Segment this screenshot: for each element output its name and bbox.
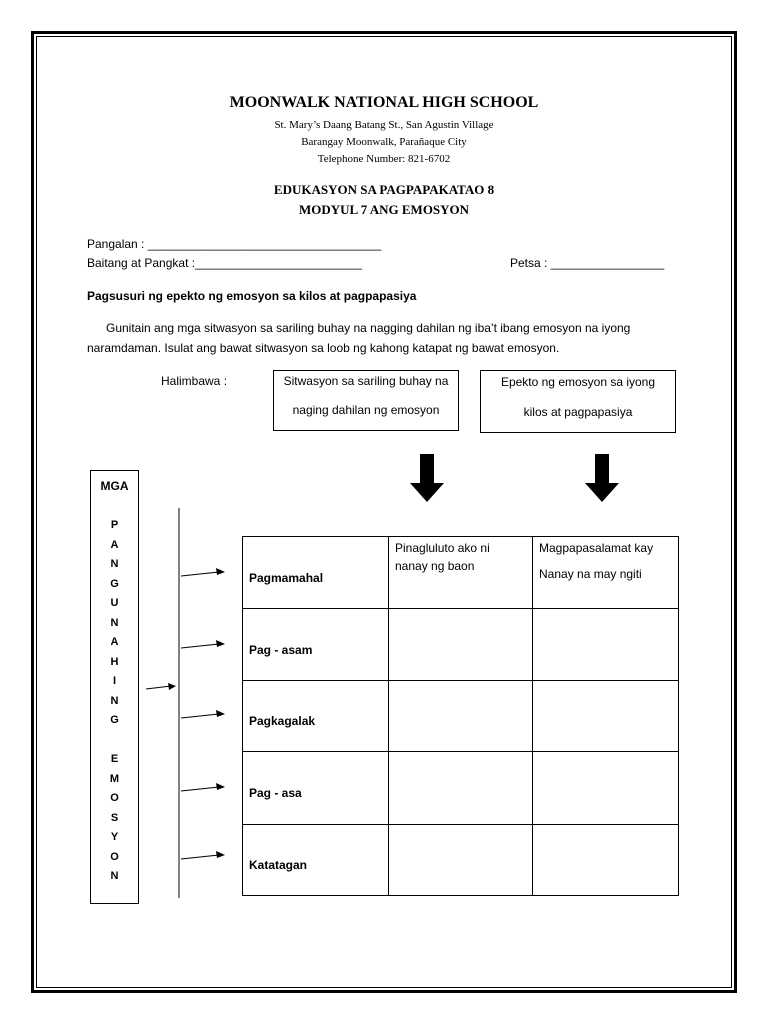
row-arrow-heads <box>216 568 225 858</box>
school-name: MOONWALK NATIONAL HIGH SCHOOL <box>229 94 539 111</box>
grade-section-field: Baitang at Pangkat :_________________________ <box>87 256 362 270</box>
example-effect-line-1: Epekto ng emosyon sa iyong <box>500 375 656 389</box>
emotion-cell: Pag - asam <box>243 609 389 681</box>
situation-cell[interactable] <box>389 537 533 609</box>
effect-line-2: Nanay na may ngiti <box>539 567 642 581</box>
vertical-letter: N <box>110 616 119 629</box>
vertical-letter: U <box>110 597 119 609</box>
emotion-cell: Pagmamahal <box>243 537 389 609</box>
effect-cell[interactable] <box>533 681 679 752</box>
vertical-letter: G <box>110 577 119 590</box>
emotion-cell: Pag - asa <box>243 752 389 825</box>
example-situation-line-1: Sitwasyon sa sariling buhay na <box>283 374 449 388</box>
table-row <box>243 609 679 681</box>
instructions-line-1: Gunitain ang mga sitwasyon sa sariling buhay na nagging dahilan ng iba’t ibang emosyon na iyong <box>106 321 631 335</box>
situation-cell[interactable] <box>389 825 533 896</box>
vertical-letter: P <box>110 519 119 531</box>
example-label: Halimbawa : <box>161 374 228 388</box>
example-effect-line-2: kilos at pagpapasiya <box>523 405 633 419</box>
effect-line-1: Magpapasalamat kay <box>539 541 654 555</box>
table-row <box>243 752 679 825</box>
vertical-letter: A <box>110 636 119 648</box>
arrow-into-bracket-head <box>168 683 176 690</box>
table-row <box>243 537 679 609</box>
down-arrow-2 <box>585 454 619 502</box>
situation-cell[interactable] <box>389 681 533 752</box>
down-arrow-1 <box>410 454 444 502</box>
vertical-letter: G <box>110 714 119 726</box>
situation-cell[interactable] <box>389 752 533 825</box>
example-situation-line-2: naging dahilan ng emosyon <box>292 403 440 417</box>
instructions-line-2: naramdaman. Isulat ang bawat sitwasyon sa loob ng kahong katapat ng bawat emosyon. <box>87 341 560 355</box>
emotion-table <box>242 536 679 896</box>
situation-line-1: Pinagluluto ako ni <box>395 541 490 555</box>
vertical-letter: N <box>110 870 119 882</box>
vertical-letter: M <box>109 772 120 785</box>
effect-cell[interactable] <box>533 537 679 609</box>
effect-cell[interactable] <box>533 752 679 825</box>
module-title: MODYUL 7 ANG EMOSYON <box>298 202 470 217</box>
vertical-letter: I <box>112 675 117 687</box>
situation-line-2: nanay ng baon <box>395 559 475 573</box>
date-field: Petsa : _________________ <box>510 256 665 270</box>
vertical-letter: N <box>110 694 119 707</box>
name-field: Pangalan : ___________________________________ <box>87 237 382 251</box>
vertical-letter: A <box>110 538 119 551</box>
effect-cell[interactable] <box>533 825 679 896</box>
vertical-letter: S <box>110 811 119 824</box>
situation-cell[interactable] <box>389 609 533 681</box>
address-line-2: Barangay Moonwalk, Parañaque City <box>301 136 467 148</box>
vertical-letter: E <box>110 753 119 765</box>
vertical-label-top: MGA <box>100 479 129 493</box>
section-title: Pagsusuri ng epekto ng emosyon sa kilos at pagpapasiya <box>87 289 417 303</box>
emotion-cell: Pagkagalak <box>243 681 389 752</box>
vertical-letter: H <box>110 655 119 668</box>
row-arrows <box>181 572 219 859</box>
table-row <box>243 825 679 896</box>
address-line-1: St. Mary’s Daang Batang St., San Agustin Village <box>274 119 494 131</box>
emotion-cell: Katatagan <box>243 825 389 896</box>
vertical-letter: Y <box>110 831 119 843</box>
effect-cell[interactable] <box>533 609 679 681</box>
vertical-letter: O <box>110 850 119 863</box>
vertical-letter: N <box>110 558 119 570</box>
subject-title: EDUKASYON SA PAGPAPAKATAO 8 <box>273 182 495 197</box>
table-row <box>243 681 679 752</box>
arrow-into-bracket <box>146 686 171 689</box>
telephone-line: Telephone Number: 821-6702 <box>317 153 451 165</box>
vertical-letter: O <box>110 792 119 804</box>
